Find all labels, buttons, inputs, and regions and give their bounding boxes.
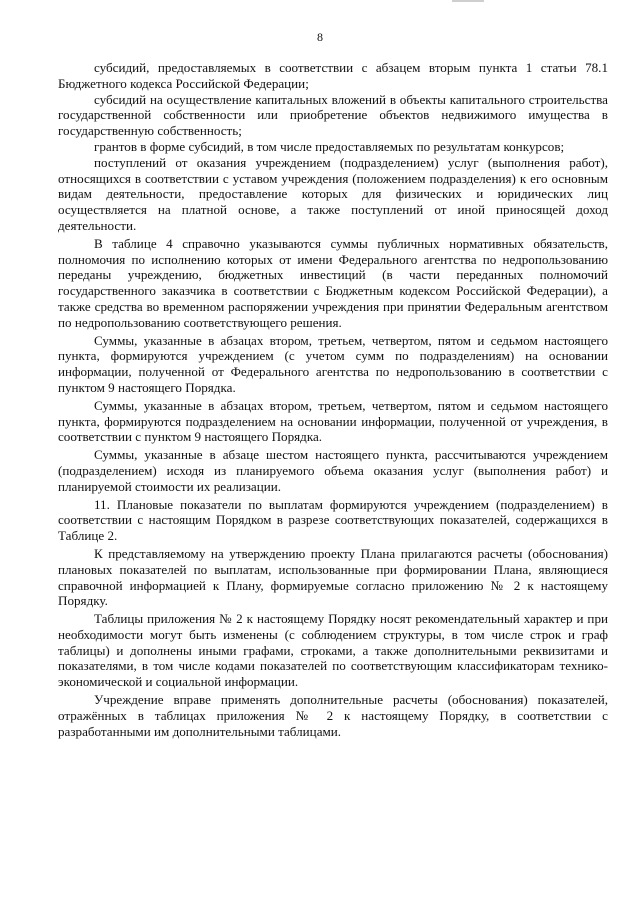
paragraph-5: В таблице 4 справочно указываются суммы публичных нормативных обязательств, полномочия по исполнению которых от имени Федерального агентства по недропользованию переданы учреждению, бюджетных инвестиций (в части переданных полномочий государственного заказчика в соответствии с Бюджетным кодексом Российской Федерации), а также средства во временном распоряжении учреждения при принятии Федеральным агентством по недропользованию соответствующего решения. <box>58 235 608 330</box>
paragraph-6: Суммы, указанные в абзацах втором, третьем, четвертом, пятом и седьмом настоящего пункта, формируются учреждением (с учетом сумм по подразделениям) на основании информации, полученной от Федерального агентства по недропользованию в соответствии с пунктом 9 настоящего Порядка. <box>58 332 608 395</box>
page-number: 8 <box>317 30 323 44</box>
paragraph-12: Учреждение вправе применять дополнительные расчеты (обоснования) показателей, отражённых в таблицах приложения № 2 к настоящему Порядку, в соответствии с разработанными им дополнительными таблицами. <box>58 692 608 739</box>
paragraph-9: 11. Плановые показатели по выплатам формируются учреждением (подразделением) в соответствии с настоящим Порядком в разрезе соответствующих показателей, содержащихся в Таблице 2. <box>58 496 608 544</box>
paragraph-2: субсидий на осуществление капитальных вложений в объекты капитального строительства государственной собственности или приобретение объектов недвижимого имущества в государственную собственность; <box>58 91 608 139</box>
paragraph-8: Суммы, указанные в абзаце шестом настоящего пункта, рассчитываются учреждением (подразделением) исходя из планируемого объема оказания услуг (выполнения работ) и планируемой стоимости их реализации. <box>58 447 608 494</box>
document-body <box>58 60 608 739</box>
scan-artifact <box>452 0 484 2</box>
paragraph-1: субсидий, предоставляемых в соответствии с абзацем вторым пункта 1 статьи 78.1 Бюджетного кодекса Российской Федерации; <box>58 60 608 91</box>
paragraph-11: Таблицы приложения № 2 к настоящему Порядку носят рекомендательный характер и при необходимости могут быть изменены (с соблюдением структуры, в том числе строк и граф таблицы) и дополнены иными графами, строками, а также дополнительными реквизитами и показателями, в том числе кодами показателей по соответствующим классификаторам технико-экономической и социальной информации. <box>58 611 608 690</box>
paragraph-3: грантов в форме субсидий, в том числе предоставляемых по результатам конкурсов; <box>94 138 565 154</box>
paragraph-10: К представляемому на утверждению проекту Плана прилагаются расчеты (обоснования) плановых показателей по выплатам, использованные при формировании Плана, являющиеся справочной информацией к Плану, формируемые согласно приложению № 2 к настоящему Порядку. <box>58 545 608 609</box>
paragraph-7: Суммы, указанные в абзацах втором, третьем, четвертом, пятом и седьмом настоящего пункта, формируются подразделением на основании информации, полученной от учреждения, в соответствии с пунктом 9 настоящего Порядка. <box>58 397 608 445</box>
paragraph-4: поступлений от оказания учреждением (подразделением) услуг (выполнения работ), относящихся в соответствии с уставом учреждения (положением подразделения) к его основным видам деятельности, предоставление которых для физических и юридических лиц осуществляется на платной основе, а также поступлений от иной приносящей доход деятельности. <box>58 154 608 233</box>
